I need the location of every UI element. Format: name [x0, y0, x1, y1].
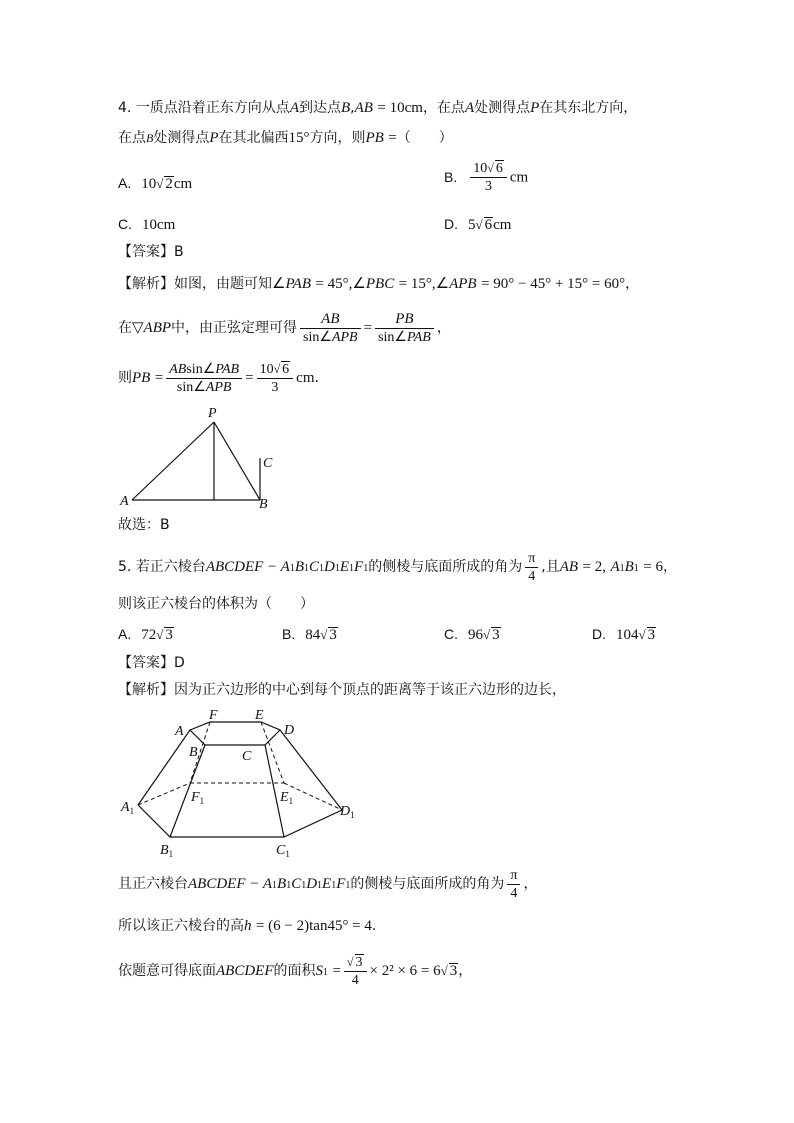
bottom-hexagon-front [138, 805, 342, 837]
q5-option-b[interactable]: B. 84√ 3 [282, 626, 337, 643]
label-D: D [284, 723, 295, 738]
label-E: E [255, 708, 264, 723]
q4-answer: 【答案】B [118, 244, 184, 260]
option-letter: B. [282, 626, 296, 642]
q5-analysis-line1: 【解析】因为正六边形的中心到每个顶点的距离等于该正六边形的边长， [118, 682, 566, 698]
q4-analysis-line3: 则PB = $\frac{\text{ABsin∠PAB}}{\text{sin∠APB}}$ = $\frac{10√ 6}{3}$ cm. [118, 361, 319, 395]
label-A: A [120, 494, 129, 509]
q5-option-d[interactable]: D. 104√ 3 [592, 626, 656, 643]
option-letter: A. [118, 175, 132, 191]
label-F1: $F_1$ [191, 790, 205, 806]
edge-BB1 [170, 745, 205, 837]
option-letter: D. [444, 216, 458, 232]
label-D1: $D_1$ [340, 804, 355, 820]
q4-stem-line1: 4. 一质点沿着正东方向从点A到达点B,AB = 10cm，在点A处测得点P在其东北方向， [118, 100, 638, 116]
q4-option-a[interactable]: A. 10√ 2cm [118, 175, 193, 192]
q5-analysis-line3: 所以该正六棱台的高h = (6 − 2)tan45° = 4. [118, 918, 377, 934]
q5-analysis-line2: 且正六棱台ABCDEF − A1B1C1D1E1F1的侧棱与底面所成的角为 $\frac{\pi}{4}$ ， [118, 867, 538, 901]
q5-option-c[interactable]: C. 96√ 3 [444, 626, 500, 643]
q4-analysis-line2: 在▽ABP中，由正弦定理可得 $\frac{AB}{\text{sin∠APB}}$ = $\frac{PB}{\text{sin∠PAB}}$ ， [118, 310, 451, 345]
label-P: P [208, 406, 217, 421]
q4-option-c[interactable] [118, 213, 175, 236]
option-letter: C. [118, 216, 132, 232]
q4-triangle-figure [110, 400, 300, 515]
q5-stem-line2: 则该正六棱台的体积为（ ） [118, 596, 314, 612]
segment-AP [132, 422, 214, 500]
q5-number: 5. [118, 559, 136, 575]
option-text: 10cm [142, 217, 176, 233]
label-C: C [263, 456, 273, 471]
label-F: F [209, 708, 218, 723]
q5-stem-line1: 5. 若正六棱台ABCDEF − A1B1C1D1E1F1的侧棱与底面所成的角为 $\frac{\pi}{4}$ ,且AB = 2, A1B1 = 6， [118, 550, 677, 584]
q4-number: 4. [118, 100, 136, 116]
label-B: B [259, 497, 268, 512]
q4-conclusion: 故选：B [118, 517, 170, 533]
segment-PB [214, 422, 260, 500]
label-B: B [189, 745, 198, 760]
q4-analysis-line1: 【解析】如图，由题可知∠PAB = 45°,∠PBC = 15°,∠APB = 90° − 45° + 15° = 60°， [118, 276, 640, 292]
label-A: A [175, 724, 184, 739]
q4-option-b[interactable]: B. $\frac{10√ 6}{3}$ cm [444, 161, 529, 194]
q5-option-a[interactable]: A. 72√ 3 [118, 626, 173, 643]
label-E1: $E_1$ [280, 790, 294, 806]
option-letter: C. [444, 626, 458, 642]
q5-analysis-line4: 依题意可得底面ABCDEF的面积S1 = $\frac{√ 3}{4}$ × 2² × 6 = 6√ 3， [118, 954, 473, 988]
option-letter: D. [592, 626, 606, 642]
top-hexagon [190, 722, 280, 745]
q5-answer: 【答案】D [118, 655, 185, 671]
option-letter: A. [118, 626, 132, 642]
option-letter: B. [444, 168, 458, 185]
analysis-label: 【解析】 [118, 682, 174, 698]
label-A1: $A_1$ [121, 800, 135, 816]
label-C1: $C_1$ [276, 843, 290, 859]
q5-frustum-figure [112, 700, 372, 865]
q4-stem-line2: 在点B处测得点P在其北偏西15°方向，则PB =（ ） [118, 130, 453, 146]
q4-option-d[interactable]: D. 5√ 6cm [444, 216, 512, 233]
analysis-label: 【解析】 [118, 276, 174, 292]
label-C: C [242, 749, 252, 764]
label-B1: $B_1$ [160, 843, 174, 859]
